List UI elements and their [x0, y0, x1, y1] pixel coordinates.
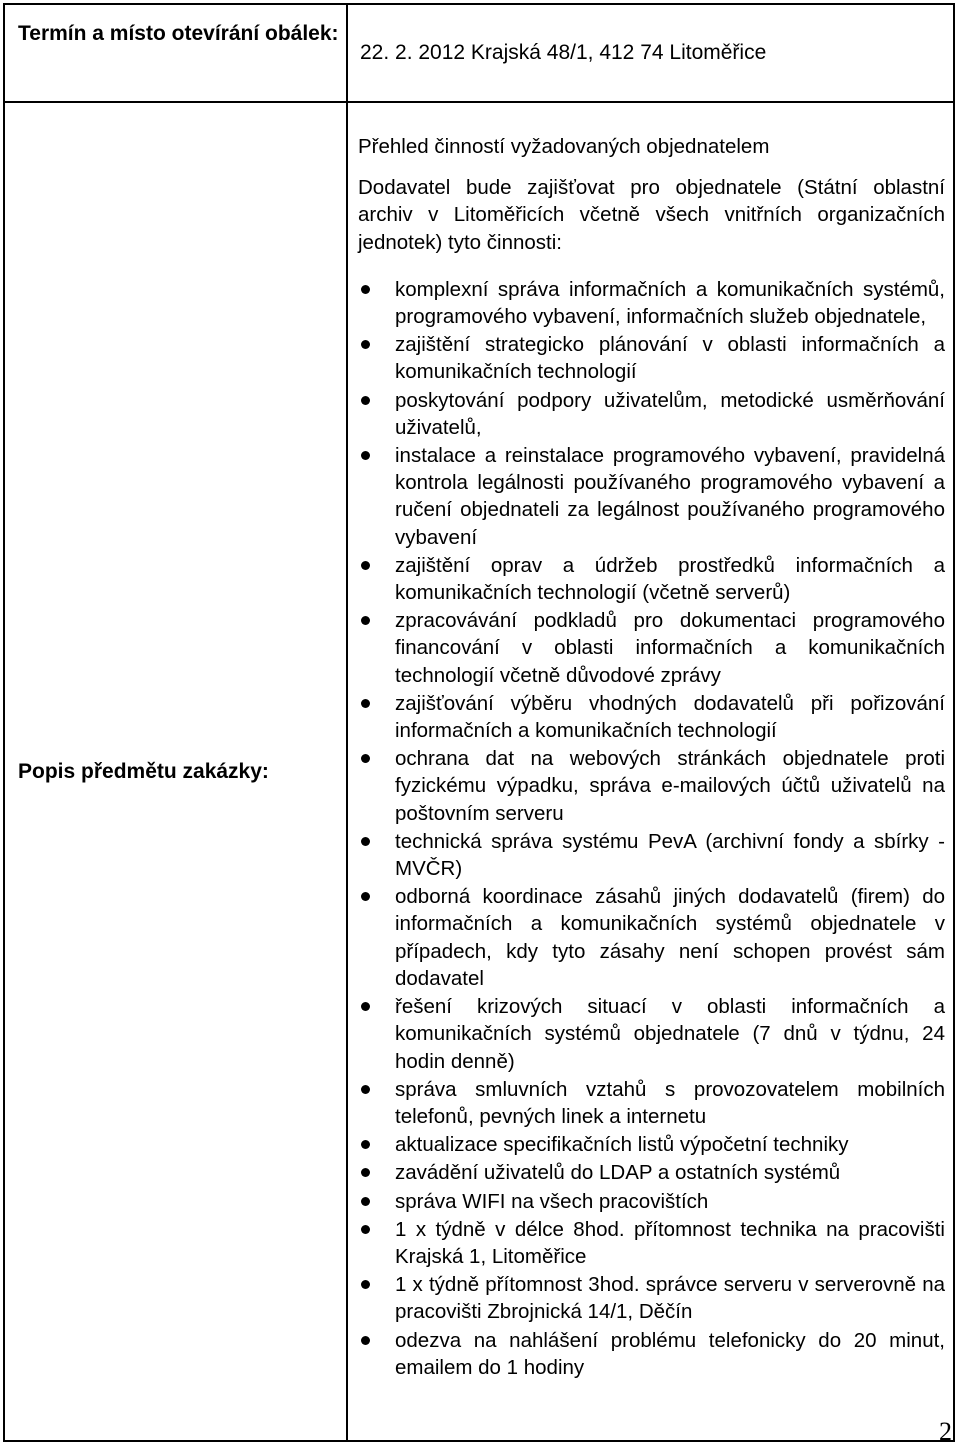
bullet-icon: [361, 1140, 370, 1149]
bullet-icon: [361, 1002, 370, 1011]
task-item-text: odezva na nahlášení problému telefonicky do 20 minut, emailem do 1 hodiny: [395, 1328, 945, 1379]
page-number: 2: [939, 1417, 952, 1446]
bullet-icon: [361, 1197, 370, 1206]
task-list-item: [358, 331, 945, 385]
task-list-item: [358, 883, 945, 992]
bullet-icon: [361, 451, 370, 460]
task-list-item: [358, 1188, 945, 1215]
bullet-icon: [361, 285, 370, 294]
task-list-item: [358, 442, 945, 551]
bullet-icon: [361, 396, 370, 405]
task-item-text: 1 x týdně v délce 8hod. přítomnost technika na pracovišti Krajská 1, Litoměřice: [395, 1217, 945, 1268]
bullet-icon: [361, 1280, 370, 1289]
description-content: [347, 102, 954, 1441]
task-list-item: [358, 1216, 945, 1270]
task-item-text: komplexní správa informačních a komunikačních systémů, programového vybavení, informačních služeb objednatele,: [395, 277, 945, 329]
bullet-icon: [361, 1336, 370, 1345]
task-item-text: ochrana dat na webových stránkách objednatele proti fyzickému výpadku, správa e-mailových účtů uživatelů na poštovním serveru: [395, 747, 945, 825]
task-item-text: instalace a reinstalace programového vybavení, pravidelná kontrola legálnosti používaného programového vybavení a ručení objednateli za legálnost používaného programového vybavení: [395, 444, 945, 549]
task-list: [358, 276, 945, 1381]
description-row: [4, 102, 954, 1441]
task-list-item: [358, 1131, 945, 1158]
bullet-icon: [361, 699, 370, 708]
task-item-text: poskytování podpory uživatelům, metodické usměrňování uživatelů,: [395, 388, 945, 439]
task-list-item: [358, 276, 945, 330]
task-list-item: [358, 387, 945, 441]
task-list-item: [358, 993, 945, 1075]
task-item-text: zpracovávání podkladů pro dokumentaci programového financování v oblasti informačních a komunikačních technologií včetně důvodové zprávy: [395, 609, 945, 687]
section-heading: Přehled činností vyžadovaných objednatelem: [358, 135, 770, 158]
task-list-item: [358, 607, 945, 689]
task-item-text: zajištění oprav a údržeb prostředků informačních a komunikačních technologií (včetně serverů): [395, 553, 945, 605]
bullet-icon: [361, 616, 370, 625]
task-item-text: správa WIFI na všech pracovištích: [395, 1189, 709, 1213]
bullet-icon: [361, 892, 370, 901]
task-item-text: odborná koordinace zásahů jiných dodavatelů (firem) do informačních a komunikačních systémů objednatele v případech, kdy tyto zásahy není schopen provést sám dodavatel: [395, 885, 945, 990]
task-list-item: [358, 1327, 945, 1381]
bullet-icon: [361, 340, 370, 349]
task-item-text: technická správa systému PevA (archivní fondy a sbírky - MVČR): [395, 829, 945, 881]
task-item-text: 1 x týdně přítomnost 3hod. správce serveru v serverovně na pracovišti Zbrojnická 14/1, Děčín: [395, 1273, 945, 1324]
bullet-icon: [361, 1225, 370, 1234]
task-item-text: zajištění strategicko plánování v oblasti informačních a komunikačních technologií: [395, 333, 945, 384]
task-item-text: aktualizace specifikačních listů výpočetní techniky: [395, 1133, 849, 1157]
task-list-item: [358, 745, 945, 827]
task-list-item: [358, 1159, 945, 1186]
description-label: Popis předmětu zakázky:: [4, 102, 347, 1441]
task-list-item: [358, 1271, 945, 1325]
bullet-icon: [361, 837, 370, 846]
intro-paragraph: Dodavatel bude zajišťovat pro objednatele (Státní oblastní archiv v Litoměřicích včetně všech vnitřních organizačních jednotek) tyto činnosti:: [358, 176, 945, 254]
task-item-text: zavádění uživatelů do LDAP a ostatních systémů: [395, 1161, 841, 1185]
task-list-item: [358, 690, 945, 744]
task-item-text: řešení krizových situací v oblasti informačních a komunikačních systémů objednatele (7 dnů v týdnu, 24 hodin denně): [395, 995, 945, 1073]
bullet-icon: [361, 1168, 370, 1177]
opening-value: 22. 2. 2012 Krajská 48/1, 412 74 Litoměřice: [347, 4, 954, 102]
task-list-item: [358, 828, 945, 882]
task-item-text: zajišťování výběru vhodných dodavatelů při pořizování informačních a komunikačních technologií: [395, 691, 945, 743]
opening-row: [4, 4, 954, 102]
task-list-item: [358, 552, 945, 606]
opening-label: Termín a místo otevírání obálek:: [4, 4, 347, 102]
bullet-icon: [361, 1085, 370, 1094]
task-item-text: správa smluvních vztahů s provozovatelem mobilních telefonů, pevných linek a internetu: [395, 1077, 945, 1128]
bullet-icon: [361, 561, 370, 570]
bullet-icon: [361, 754, 370, 763]
tender-info-table: [3, 3, 955, 1442]
task-list-item: [358, 1076, 945, 1130]
